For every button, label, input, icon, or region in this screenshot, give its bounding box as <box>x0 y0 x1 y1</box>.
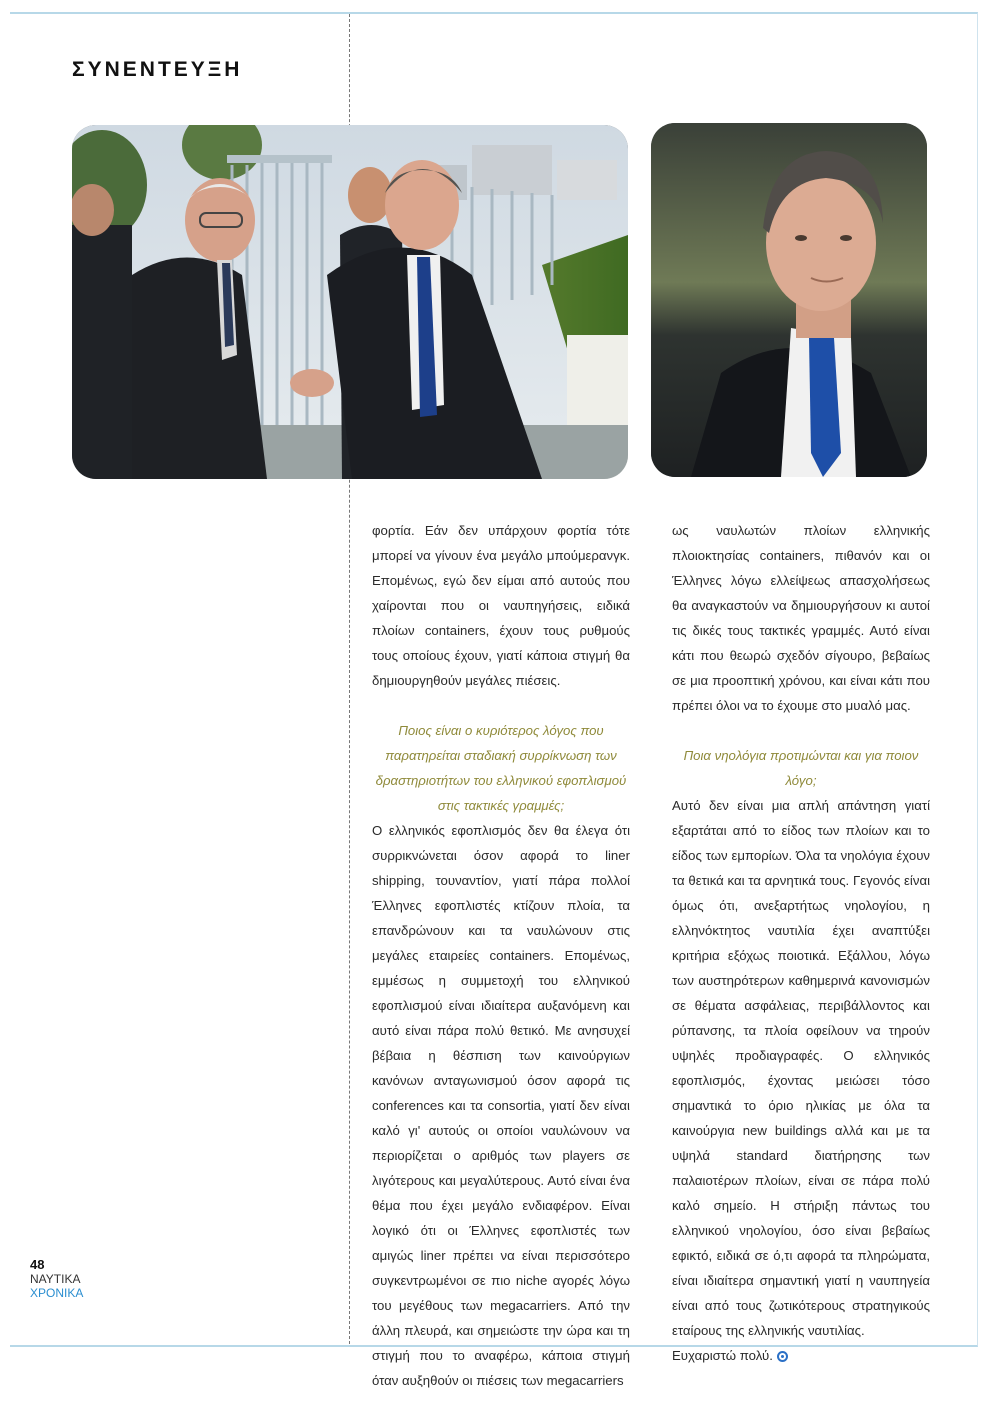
column2-paragraph-2: Αυτό δεν είναι μια απλή απάντηση γιατί εξαρτάται από το είδος των πλοίων και το είδος των εμπορίων. Όλα τα νηολόγια έχουν τα θετικά και τα αρνητικά τους. Γεγονός είναι όμως ότι, ανεξαρτήτως νηολογίου, η ελληνόκτητος ναυτιλία έχει αναπτύξει κριτήρια εξόχως ποιοτικά. Εξάλλου, λόγω των αυστηρότερων καθημερινά κανονισμών σε θέματα ασφάλειας, περιβάλλοντος και ρύπανσης, τα πλοία οφείλουν να τηρούν υψηλές προδιαγραφές. Ο ελληνικός εφοπλισμός, έχοντας μειώσει τόσο σημαντικά το όριο ηλικίας με όλα τα καινούργια new buildings αλλά και με τα υψηλά standard διατήρησης των παλαιοτέρων πλοίων, είναι σε πάρα πολύ καλό σημείο. Η στήριξη πάντως του ελληνικού νηολογίου, όσο είναι βεβαίως εφικτό, ειδικά σε ό,τι αφορά τα πληρώματα, είναι ιδιαίτερα σημαντική γιατί η ναυπηγεία είναι από τους ζωτικότερους στρατηγικούς εταίρους της ελληνικής ναυτιλίας. <box>672 798 930 1338</box>
column2-question: Ποια νηολόγια προτιμώνται και για ποιον λόγο; <box>683 748 919 788</box>
text-column-2 <box>672 518 930 1368</box>
text-column-1 <box>372 518 630 1393</box>
closing-text: Ευχαριστώ πολύ. <box>672 1348 773 1363</box>
portrait-photo-illustration <box>651 123 927 477</box>
handshake-photo-illustration <box>72 125 628 479</box>
magazine-name-line2: ΧΡΟΝΙΚΑ <box>30 1286 84 1300</box>
page-number: 48 <box>30 1257 45 1272</box>
column1-question: Ποιος είναι ο κυριότερος λόγος που παρατηρείται σταδιακή συρρίκνωση των δραστηριοτήτων του ελληνικού εφοπλισμού στις τακτικές γραμμές; <box>375 723 627 813</box>
end-of-article-icon <box>777 1351 788 1362</box>
column1-paragraph-2: Ο ελληνικός εφοπλισμός δεν θα έλεγα ότι συρρικνώνεται όσον αφορά το liner shipping, τουναντίον, γιατί πάρα πολλοί Έλληνες εφοπλιστές κτίζουν πλοία, τα επανδρώνουν και τα ναυλώνουν στις μεγάλες εταιρείες containers. Επομένως, εμμέσως η συμμετοχή του ελληνικού εφοπλισμού είναι ιδιαίτερα αυξανόμενη και αυτό είναι πάρα πολύ θετικό. Με ανησυχεί βέβαια η θέσπιση των καινούργιων κανόνων ανταγωνισμού όσον αφορά τις conferences και τα consortia, γιατί δεν είναι καλό γι' αυτούς οι οποίοι ναυλώνουν να περιορίζεται ο αριθμός των players σε λιγότερους και μεγαλύτερους. Αυτό είναι ένα θέμα που έχει μεγάλο ενδιαφέρον. Είναι λογικό ότι οι Έλληνες εφοπλιστές των αμιγώς liner πρέπει να είναι περισσότερο συγκεντρωμένοι σε πιο niche αγορές λόγω του μεγέθους των megacarriers. Από την άλλη πλευρά, και σημειώστε την ώρα και τη στιγμή που το αναφέρω, κάποια στιγμή όταν αυξηθούν οι πιέσεις των megacarriers <box>372 823 630 1388</box>
column2-closing <box>672 1343 930 1368</box>
magazine-name-line1: ΝΑΥΤΙΚΑ <box>30 1272 81 1286</box>
column2-paragraph-1: ως ναυλωτών πλοίων ελληνικής πλοιοκτησίας containers, πιθανόν και οι Έλληνες λόγω ελλείψεως απασχολήσεως θα αναγκαστούν να δημιουργήσουν κι αυτοί τις δικές τους τακτικές γραμμές. Αυτό είναι κάτι που θεωρώ σχεδόν σίγουρο, βεβαίως σε μια προοπτική χρόνου, και είναι κάτι που πρέπει όλοι να το έχουμε στο μυαλό μας. <box>672 523 930 713</box>
page-folio <box>30 1258 83 1300</box>
photo-portrait <box>651 123 927 477</box>
section-label: ΣΥΝΕΝΤΕΥΞΗ <box>72 58 243 81</box>
photo-handshake <box>72 125 628 479</box>
column1-paragraph-1: φορτία. Εάν δεν υπάρχουν φορτία τότε μπορεί να γίνουν ένα μεγάλο μπούμερανγκ. Επομένως, εγώ δεν είμαι από αυτούς που χαίρονται που οι ναυπηγήσεις, ειδικά πλοίων containers, έχουν τους ρυθμούς τους οποίους έχουν, γιατί κάποια στιγμή θα δημιουργηθούν μεγάλες πιέσεις. <box>372 523 630 688</box>
